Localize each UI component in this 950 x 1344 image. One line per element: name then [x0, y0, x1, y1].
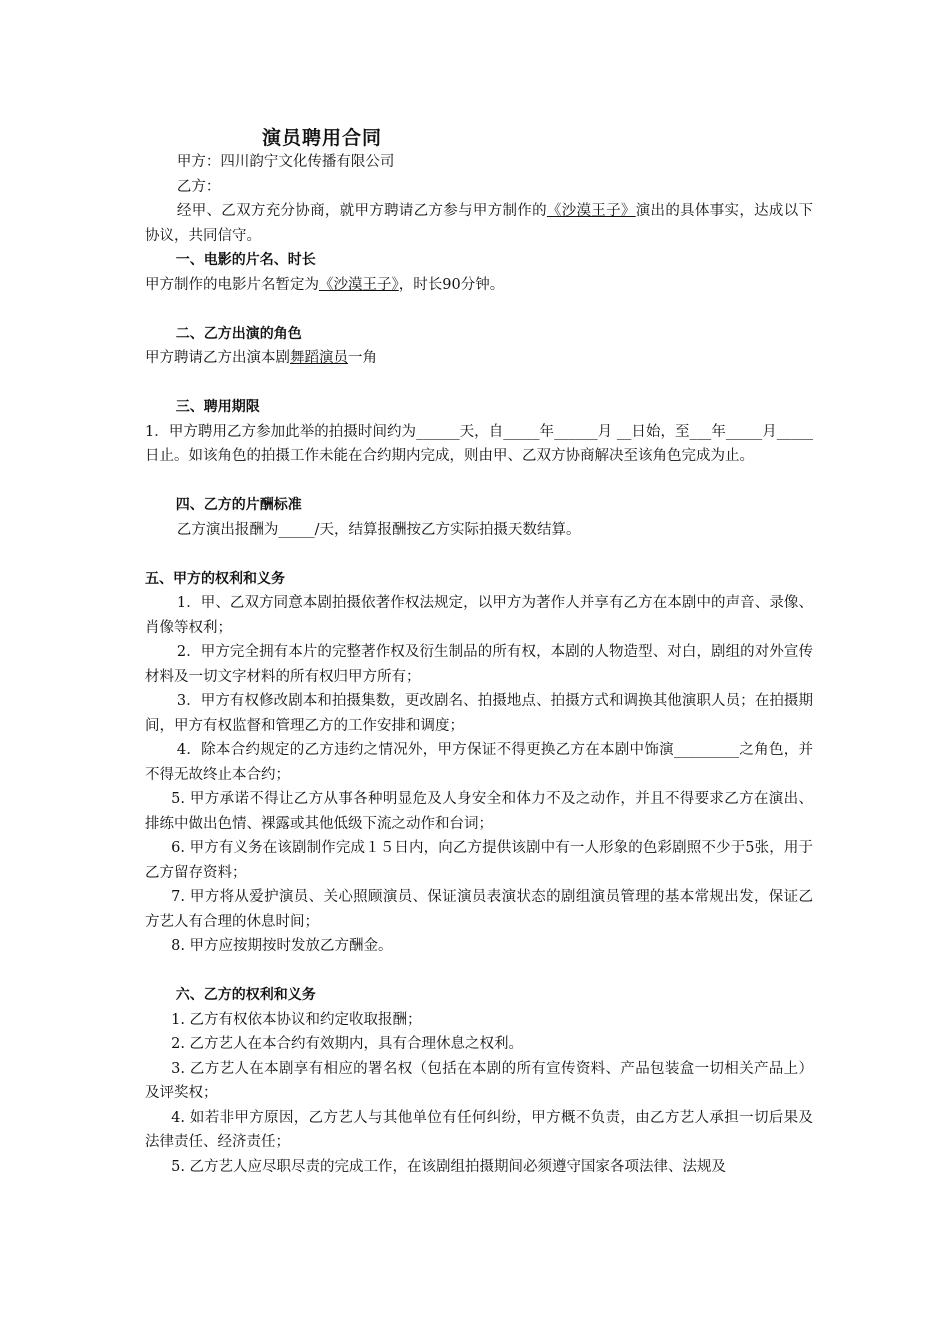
- section-5-item: 1．甲、乙双方同意本剧拍摄依著作权法规定，以甲方为著作人并享有乙方在本剧中的声音、录像、肖像等权利；: [145, 595, 813, 636]
- section-5-item: 8. 甲方应按期按时发放乙方酬金。: [171, 938, 393, 954]
- intro-post: 演出的具体事实，达成以下协议，共同信守。: [145, 203, 814, 244]
- spacer: [145, 542, 813, 567]
- party-a: 甲方：四川韵宁文化传播有限公司: [176, 154, 395, 170]
- section-5-item: 4．除本合约规定的乙方违约之情况外，甲方保证不得更换乙方在本剧中饰演_________之角色，并不得无故终止本合约；: [145, 742, 813, 783]
- section-1-text: [145, 273, 813, 298]
- section-1-heading: 一、电影的片名、时长: [175, 252, 316, 268]
- section-1-pre: 甲方制作的电影片名暂定为: [145, 276, 319, 293]
- section-5-item: 6. 甲方有义务在该剧制作完成１５日内，向乙方提供该剧中有一人形象的色彩剧照不少于5张，用于乙方留存资料；: [145, 840, 813, 881]
- section-5-item: 2．甲方完全拥有本片的完整著作权及衍生制品的所有权，本剧的人物造型、对白，剧组的对外宣传材料及一切文字材料的所有权归甲方所有；: [145, 644, 813, 685]
- section-6-item: 2. 乙方艺人在本合约有效期内，具有合理休息之权利。: [171, 1036, 524, 1052]
- section-6-heading: 六、乙方的权利和义务: [175, 987, 316, 1003]
- spacer: [145, 297, 813, 322]
- party-b: 乙方：: [176, 178, 221, 195]
- section-1-film: 《沙漠王子》: [319, 276, 399, 293]
- spacer: [145, 959, 813, 984]
- section-4-text: 乙方演出报酬为_____/天，结算报酬按乙方实际拍摄天数结算。: [176, 521, 581, 538]
- document-body: [145, 150, 813, 1179]
- section-5-item: 7. 甲方将从爱护演员、关心照顾演员、保证演员表演状态的剧组演员管理的基本常规出发，保证乙方艺人有合理的休息时间；: [145, 889, 813, 930]
- section-2-post: 一角: [348, 350, 377, 366]
- section-6-item: 3. 乙方艺人在本剧享有相应的署名权（包括在本剧的所有宣传资料、产品包装盒一切相关产品上）及评奖权；: [145, 1060, 813, 1101]
- section-2-pre: 甲方聘请乙方出演本剧: [145, 350, 290, 366]
- intro-pre: 经甲、乙双方充分协商，就甲方聘请乙方参与甲方制作的: [176, 203, 547, 219]
- section-5-heading: 五、甲方的权利和义务: [145, 570, 285, 587]
- section-5-item: 3．甲方有权修改剧本和拍摄集数，更改剧名、拍摄地点、拍摄方式和调换其他演职人员；在拍摄期间，甲方有权监督和管理乙方的工作安排和调度；: [145, 693, 813, 734]
- section-6-item: 4. 如若非甲方原因，乙方艺人与其他单位有任何纠纷，甲方概不负责，由乙方艺人承担一切后果及法律责任、经济责任；: [145, 1109, 813, 1150]
- document-title: 演员聘用合同: [262, 127, 383, 149]
- section-6-item: 5. 乙方艺人应尽职尽责的完成工作，在该剧组拍摄期间必须遵守国家各项法律、法规及: [171, 1158, 727, 1175]
- section-1-post: ，时长90分钟。: [398, 276, 505, 293]
- film-title-underlined: 《沙漠王子》: [546, 203, 636, 219]
- spacer: [145, 469, 813, 494]
- section-4-heading: 四、乙方的片酬标准: [175, 497, 302, 513]
- section-2-role: 舞蹈演员: [290, 350, 348, 366]
- section-2-heading: 二、乙方出演的角色: [175, 325, 302, 342]
- intro-paragraph: [145, 199, 813, 248]
- section-5-item: 5. 甲方承诺不得让乙方从事各种明显危及人身安全和体力不及之动作，并且不得要求乙方在演出、排练中做出色情、裸露或其他低级下流之动作和台词；: [145, 791, 813, 832]
- section-3-heading: 三、聘用期限: [175, 399, 260, 415]
- spacer: [145, 371, 813, 396]
- section-2-text: [145, 346, 813, 371]
- section-6-item: 1. 乙方有权依本协议和约定收取报酬；: [171, 1011, 422, 1028]
- section-3-item-1: 1．甲方聘用乙方参加此举的拍摄时间约为______天，自_____年______月 __日始，至___年_____月_____日止。如该角色的拍摄工作未能在合约期内完成，则由甲、乙双方协商解决至该角色完成为止。: [145, 423, 813, 464]
